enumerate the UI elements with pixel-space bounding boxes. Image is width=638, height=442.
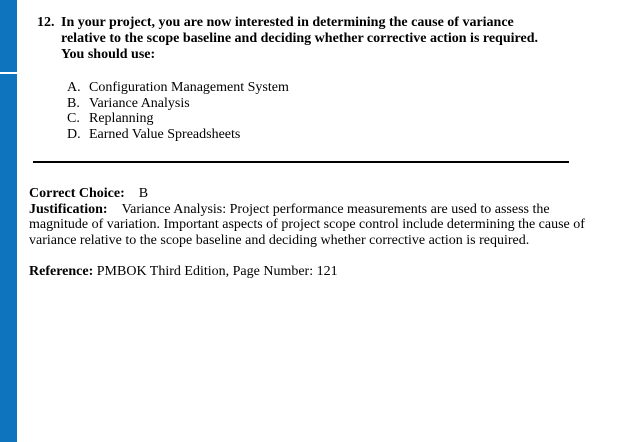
option-text: Variance Analysis xyxy=(89,95,190,111)
question-text-3: You should use: xyxy=(61,47,156,62)
justification-row xyxy=(29,202,629,218)
justification-text-2: magnitude of variation. Important aspects of project scope control include determining the cause of xyxy=(29,217,585,232)
option-letter: C. xyxy=(67,111,80,126)
option-d xyxy=(67,127,289,143)
section-divider xyxy=(33,161,569,163)
option-a xyxy=(67,80,289,96)
option-text: Replanning xyxy=(89,111,154,126)
question-text-2: relative to the scope baseline and deciding whether corrective action is required. xyxy=(61,31,538,46)
reference-text: PMBOK Third Edition, Page Number: 121 xyxy=(96,264,338,279)
reference-label: Reference: xyxy=(29,264,94,279)
correct-choice-row xyxy=(29,186,629,202)
justification-text-3: variance relative to the scope baseline and deciding whether corrective action is required. xyxy=(29,232,530,248)
answer-options xyxy=(67,80,289,142)
question-line-1 xyxy=(37,15,597,31)
reference-row xyxy=(29,264,629,280)
question-text-1: In your project, you are now interested in determining the cause of variance xyxy=(61,15,514,30)
answer-block xyxy=(29,186,629,280)
justification-label: Justification: xyxy=(29,201,108,217)
option-c xyxy=(67,111,289,127)
correct-choice-label: Correct Choice: xyxy=(29,186,125,201)
option-letter: B. xyxy=(67,95,80,111)
correct-choice-value: B xyxy=(138,186,149,201)
question-number: 12. xyxy=(37,15,55,30)
left-accent-bar-top xyxy=(0,0,17,72)
justification-text-1: Variance Analysis: Project performance measurements are used to assess the xyxy=(121,201,550,217)
option-letter: D. xyxy=(67,126,81,142)
option-text: Earned Value Spreadsheets xyxy=(89,126,241,142)
option-b xyxy=(67,96,289,112)
question-block xyxy=(37,15,597,63)
option-text: Configuration Management System xyxy=(89,80,289,95)
left-accent-bar-bottom xyxy=(0,74,17,442)
option-letter: A. xyxy=(67,80,81,95)
